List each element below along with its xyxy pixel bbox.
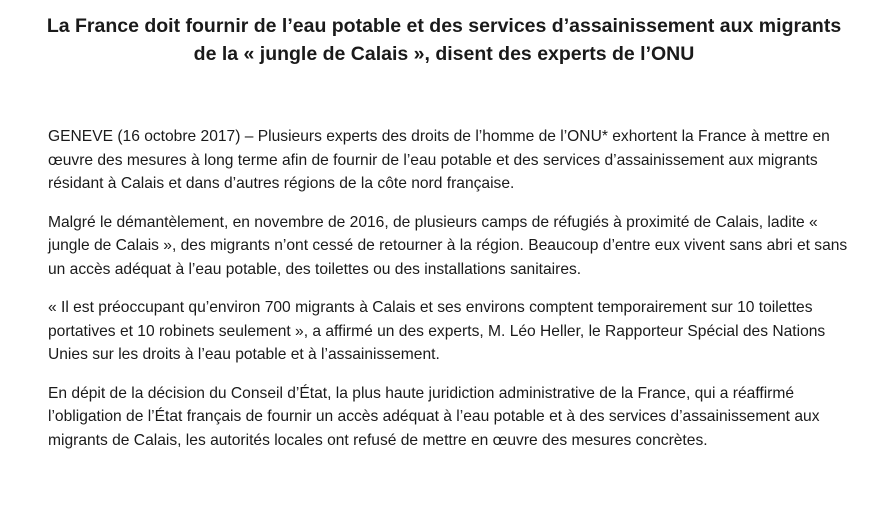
paragraph: En dépit de la décision du Conseil d’État, la plus haute juridiction administrative de la France, qui a réaffirmé l’obligation de l’État français de fournir un accès adéquat à l’eau potable et à des services d’assainissement aux migrants de Calais, les autorités locales ont refusé de mettre en œuvre des mesures concrètes. bbox=[48, 384, 820, 449]
paragraph: GENEVE (16 octobre 2017) – Plusieurs experts des droits de l’homme de l’ONU* exhortent la France à mettre en œuvre des mesures à long terme afin de fournir de l’eau potable et des services d’assainissement aux migrants résidant à Calais et dans d’autres régions de la côte nord française. bbox=[48, 128, 830, 192]
paragraph: Malgré le démantèlement, en novembre de 2016, de plusieurs camps de réfugiés à proximité de Calais, ladite « jungle de Calais », des migrants n’ont cessé de retourner à la région. Beaucoup d’entre eux vivent sans abri et sans un accès adéquat à l’eau potable, des toilettes ou des installations sanitaires. bbox=[48, 213, 848, 278]
paragraph: « Il est préoccupant qu’environ 700 migrants à Calais et ses environs comptent temporairement sur 10 toilettes portatives et 10 robinets seulement », a affirmé un des experts, M. Léo Heller, le Rapporteur Spécial des Nations Unies sur les droits à l’eau potable et à l’assainissement. bbox=[48, 299, 826, 363]
article-body bbox=[48, 125, 848, 467]
page-title: La France doit fournir de l’eau potable et des services d’assainissement aux migrants de la « jungle de Calais », disent des experts de l’ONU bbox=[46, 15, 842, 65]
